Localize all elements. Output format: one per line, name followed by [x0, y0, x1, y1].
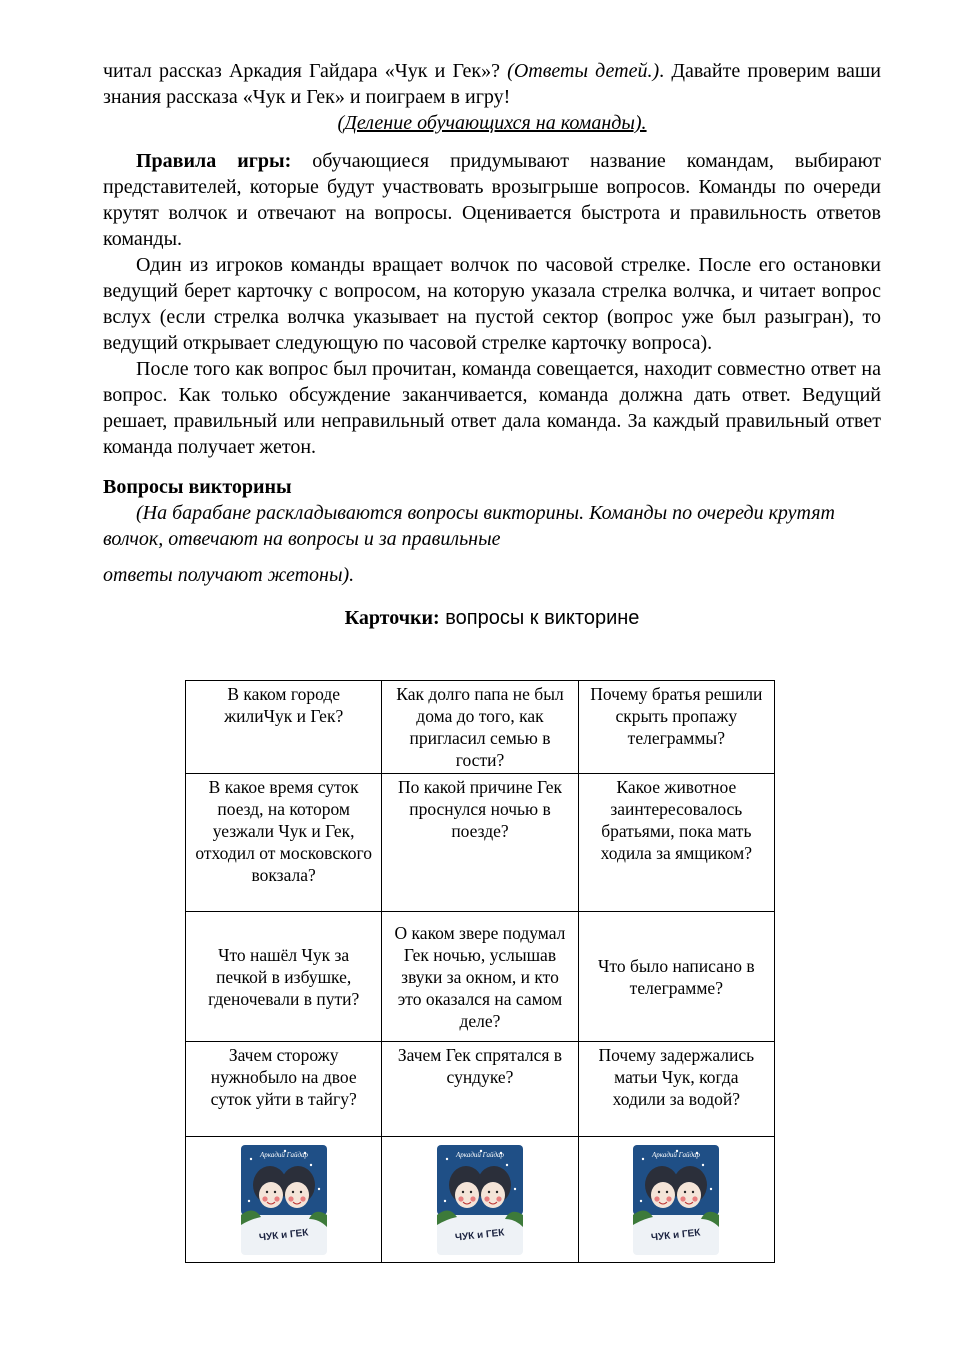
table-row: [186, 774, 775, 912]
quiz-heading: Вопросы викторины: [103, 476, 292, 498]
svg-text:Аркадий Гайдар: Аркадий Гайдар: [455, 1150, 504, 1159]
cards-title-rest: вопросы к викторине: [439, 607, 640, 629]
book-cover-image: [633, 1145, 719, 1255]
table-row: [186, 1042, 775, 1137]
question-card: Зачем сторожу нужнобыло на двое суток уйти в тайгу?: [186, 1042, 382, 1137]
quiz-note-line2: ответы получают жетоны).: [103, 564, 355, 586]
cards-title-bold: Карточки:: [344, 607, 440, 629]
svg-text:Аркадий Гайдар: Аркадий Гайдар: [259, 1150, 308, 1159]
svg-text:ЧУК и ГЕК: ЧУК и ГЕК: [258, 1226, 309, 1244]
question-card: О каком звере подумал Гек ночью, услышав звуки за окном, и кто это оказался на самом деле?: [382, 912, 578, 1042]
intro-paragraph: [103, 58, 881, 110]
question-card: Зачем Гек спрятался в сундуке?: [382, 1042, 578, 1137]
rules-paragraph-3: После того как вопрос был прочитан, команда совещается, находит совместно ответ на вопрос. Как только обсуждение заканчивается, команда должна дать ответ. Ведущий решает, правильный или неправильный ответ дала команда. За каждый правильный ответ команда получает жетон.: [103, 358, 881, 458]
question-card: По какой причине Гек проснулся ночью в поезде?: [382, 774, 578, 912]
question-card: Как долго папа не был дома до того, как пригласил семью в гости?: [382, 681, 578, 774]
svg-text:ЧУК и ГЕК: ЧУК и ГЕК: [650, 1226, 702, 1244]
book-cover-image: [437, 1145, 523, 1255]
question-card: Что нашёл Чук за печкой в избушке, гденочевали в пути?: [186, 912, 382, 1042]
quiz-note-line1: (На барабане раскладываются вопросы викторины. Команды по очереди крутят волчок, отвечают на вопросы и за правильные: [103, 502, 835, 550]
document-page: [103, 58, 881, 631]
question-card: Что было написано в телеграмме?: [578, 912, 774, 1042]
book-cover-image: [241, 1145, 327, 1255]
rules-paragraph-2: Один из игроков команды вращает волчок по часовой стрелке. После его остановки ведущий берет карточку с вопросом, на которую указала стрелка волчка, и читает вопрос вслух (если стрелка волчка указывает на пустой сектор (вопрос уже был разыгран), то ведущий открывает следующую по часовой стрелке карточку вопроса).: [103, 254, 881, 354]
intro-tail: . Давайте проверим ваши знания рассказа «Чук и Гек» и поиграем в игру!: [103, 60, 881, 108]
intro-italic: (Ответы детей.): [507, 60, 660, 82]
division-note: (Деление обучающихся на команды).: [337, 112, 647, 134]
question-card: Почему задержались матьи Чук, когда ходили за водой?: [578, 1042, 774, 1137]
table-row: [186, 681, 775, 774]
svg-text:ЧУК и ГЕК: ЧУК и ГЕК: [454, 1226, 505, 1244]
table-row: [186, 1137, 775, 1263]
rules-paragraph-1: [103, 148, 881, 252]
book-cover-cell: [382, 1137, 578, 1263]
cards-title: [103, 605, 881, 631]
book-cover-cell: [186, 1137, 382, 1263]
svg-text:Аркадий Гайдар: Аркадий Гайдар: [652, 1150, 701, 1159]
rules-text-1: обучающиеся придумывают название командам, выбирают представителей, которые будут участвовать врозыгрыше вопросов. Команды по очереди крутят волчок и отвечают на вопросы. Оценивается быстрота и правильность ответов команды.: [103, 150, 881, 250]
book-cover-cell: [578, 1137, 774, 1263]
question-card: В какое время суток поезд, на котором уезжали Чук и Гек, отходил от московского вокзала?: [186, 774, 382, 912]
intro-text: читал рассказ Аркадия Гайдара «Чук и Гек»?: [103, 60, 508, 82]
question-cards-table: [185, 680, 775, 1263]
question-card: Почему братья решили скрыть пропажу телеграммы?: [578, 681, 774, 774]
rules-label: Правила игры:: [136, 150, 292, 172]
table-row: [186, 912, 775, 1042]
question-card: В каком городе жилиЧук и Гек?: [186, 681, 382, 774]
question-card: Какое животное заинтересовалось братьями, пока мать ходила за ямщиком?: [578, 774, 774, 912]
